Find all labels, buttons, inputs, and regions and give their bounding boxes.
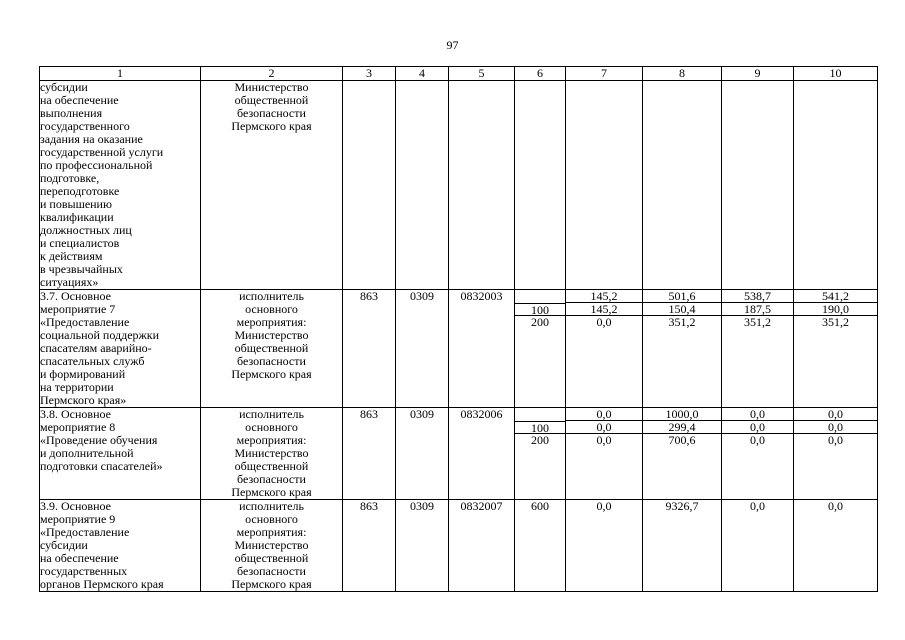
col-header-6: 6 (515, 67, 566, 81)
table-row (40, 81, 878, 290)
item-value-8 (643, 408, 722, 500)
item-value-10 (794, 408, 878, 500)
sub-value: 0,0 (722, 421, 793, 434)
table-row (40, 408, 878, 500)
sub-value: 100 (515, 421, 565, 434)
sub-value: 0,0 (596, 315, 612, 329)
item-code-type (515, 81, 566, 290)
budget-table (39, 66, 878, 592)
item-code-gr: 863 (343, 500, 396, 592)
sub-value: 0,0 (750, 499, 765, 513)
sub-value: 9326,7 (665, 499, 699, 513)
page-number: 97 (446, 38, 459, 52)
item-value-9 (722, 290, 794, 408)
sub-value: 0,0 (596, 499, 612, 513)
sub-value: 145,2 (566, 290, 642, 303)
item-code-section: 0309 (396, 408, 449, 500)
item-value-7 (566, 408, 643, 500)
item-code-gr (343, 81, 396, 290)
col-header-5: 5 (449, 67, 515, 81)
table-row (40, 500, 878, 592)
item-code-target (449, 81, 515, 290)
item-value-10 (794, 81, 878, 290)
item-value-9 (722, 81, 794, 290)
sub-value: 351,2 (744, 315, 771, 329)
header-row (40, 67, 878, 81)
item-code-gr: 863 (343, 408, 396, 500)
item-value-7 (566, 81, 643, 290)
sub-value: 0,0 (750, 433, 765, 447)
col-header-1: 1 (40, 67, 201, 81)
item-executor: Министерство общественной безопасности Пермского края (201, 81, 343, 290)
sub-value: 0,0 (566, 421, 642, 434)
item-code-section: 0309 (396, 500, 449, 592)
sub-value: 351,2 (668, 315, 696, 329)
item-value-9 (722, 408, 794, 500)
sub-value: 538,7 (722, 290, 793, 303)
sub-value: 0,0 (794, 421, 877, 434)
sub-value: 187,5 (722, 303, 793, 316)
sub-value: 541,2 (794, 290, 877, 303)
sub-value: 0,0 (794, 408, 877, 421)
item-code-gr: 863 (343, 290, 396, 408)
sub-value: 200 (531, 433, 549, 447)
item-code-type (515, 500, 566, 592)
item-name: 3.7. Основное мероприятие 7 «Предоставление социальной поддержки спасателям аварийно- спасательных служб и формирований на территории Пермского края» (40, 290, 201, 408)
item-code-target: 0832006 (449, 408, 515, 500)
sub-value (515, 408, 565, 421)
item-code-type (515, 408, 566, 500)
item-value-8 (643, 290, 722, 408)
sub-value (515, 290, 565, 303)
col-header-7: 7 (566, 67, 643, 81)
item-executor: исполнитель основного мероприятия: Министерство общественной безопасности Пермского края (201, 500, 343, 592)
sub-value: 150,4 (643, 303, 721, 316)
sub-value: 351,2 (822, 315, 849, 329)
col-header-9: 9 (722, 67, 794, 81)
col-header-10: 10 (794, 67, 878, 81)
sub-value: 0,0 (566, 408, 642, 421)
sub-value: 0,0 (596, 433, 612, 447)
sub-value: 600 (531, 499, 549, 513)
table-row (40, 290, 878, 408)
col-header-4: 4 (396, 67, 449, 81)
item-name: 3.9. Основное мероприятие 9 «Предоставление субсидии на обеспечение государственных органов Пермского края (40, 500, 201, 592)
sub-value: 501,6 (643, 290, 721, 303)
item-code-target: 0832003 (449, 290, 515, 408)
sub-value: 190,0 (794, 303, 877, 316)
item-value-7 (566, 500, 643, 592)
sub-value: 0,0 (722, 408, 793, 421)
item-value-8 (643, 81, 722, 290)
item-name: субсидии на обеспечение выполнения государственного задания на оказание государственной услуги по профессиональной подготовке, переподготовке и повышению квалификации должностных лиц и специалистов к действиям в чрезвычайных ситуациях» (40, 81, 201, 290)
sub-value: 700,6 (668, 433, 696, 447)
sub-value: 145,2 (566, 303, 642, 316)
sub-value: 0,0 (828, 433, 843, 447)
sub-value: 299,4 (643, 421, 721, 434)
item-value-8 (643, 500, 722, 592)
item-executor: исполнитель основного мероприятия: Министерство общественной безопасности Пермского края (201, 408, 343, 500)
item-code-section (396, 81, 449, 290)
sub-value: 0,0 (828, 499, 843, 513)
item-value-7 (566, 290, 643, 408)
item-name: 3.8. Основное мероприятие 8 «Проведение обучения и дополнительной подготовки спасателей» (40, 408, 201, 500)
item-value-10 (794, 500, 878, 592)
col-header-3: 3 (343, 67, 396, 81)
item-code-type (515, 290, 566, 408)
col-header-8: 8 (643, 67, 722, 81)
item-value-9 (722, 500, 794, 592)
sub-value: 200 (531, 315, 549, 329)
sub-value: 1000,0 (643, 408, 721, 421)
item-value-10 (794, 290, 878, 408)
sub-value: 100 (515, 303, 565, 316)
item-executor: исполнитель основного мероприятия: Министерство общественной безопасности Пермского края (201, 290, 343, 408)
item-code-target: 0832007 (449, 500, 515, 592)
col-header-2: 2 (201, 67, 343, 81)
item-code-section: 0309 (396, 290, 449, 408)
